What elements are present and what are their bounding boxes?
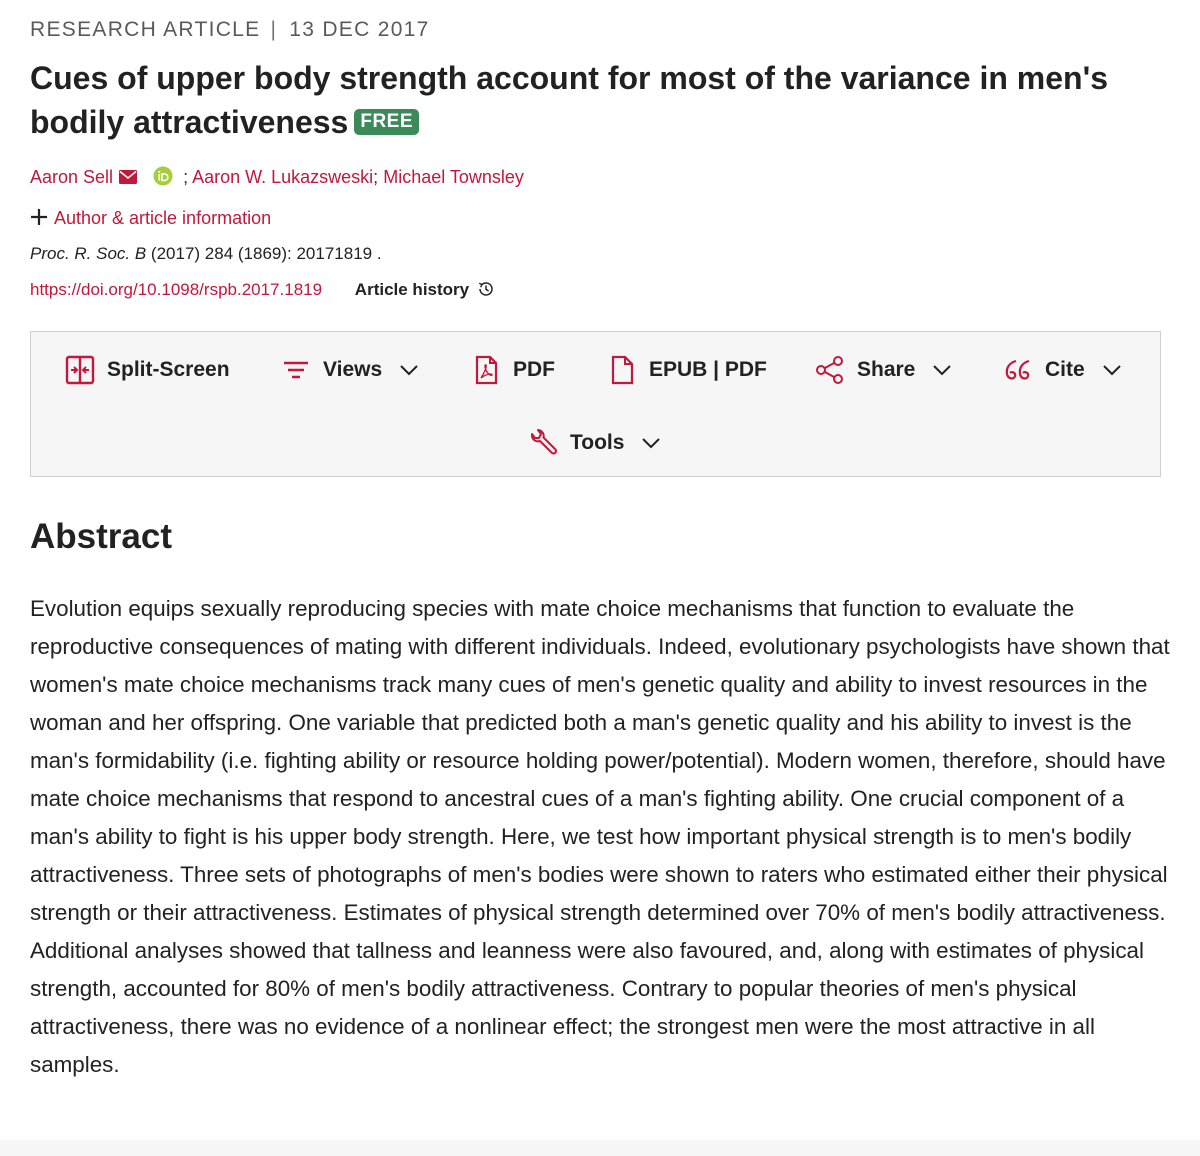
- article-toolbar: [30, 331, 1161, 477]
- pdf-button[interactable]: [471, 350, 555, 390]
- chevron-down-icon: [1103, 364, 1121, 376]
- citation-details: (2017) 284 (1869): 20171819 .: [146, 244, 382, 263]
- document-icon: [607, 355, 637, 385]
- chevron-down-icon: [933, 364, 951, 376]
- article-history-label: Article history: [354, 280, 470, 299]
- author-separator: ;: [183, 167, 189, 187]
- author-separator: ;: [373, 167, 379, 187]
- wrench-icon: [528, 428, 558, 458]
- article-type: RESEARCH ARTICLE: [30, 18, 261, 41]
- tools-label: Tools: [570, 431, 625, 454]
- split-screen-button[interactable]: [65, 350, 230, 390]
- chevron-down-icon: [400, 364, 418, 376]
- epub-pdf-button[interactable]: [607, 350, 767, 390]
- cite-dropdown[interactable]: [1003, 350, 1121, 390]
- split-screen-label: Split-Screen: [107, 358, 230, 381]
- orcid-icon[interactable]: [153, 166, 173, 186]
- author-list: [30, 166, 524, 188]
- article-kicker: [30, 18, 430, 42]
- views-label: Views: [323, 358, 383, 381]
- plus-icon: [30, 208, 48, 226]
- quote-icon: [1003, 355, 1033, 385]
- tools-dropdown[interactable]: [528, 423, 660, 463]
- share-label: Share: [857, 358, 916, 381]
- doi-link[interactable]: https://doi.org/10.1098/rspb.2017.1819: [30, 280, 323, 299]
- journal-name: Proc. R. Soc. B: [30, 244, 147, 263]
- views-dropdown[interactable]: [281, 350, 418, 390]
- author-link-lukazsweski[interactable]: Aaron W. Lukazsweski: [192, 167, 374, 187]
- author-info-toggle[interactable]: [30, 208, 271, 229]
- share-dropdown[interactable]: [815, 350, 951, 390]
- free-badge: FREE: [354, 109, 419, 135]
- split-screen-icon: [65, 355, 95, 385]
- doi-row: [30, 280, 495, 300]
- page-footer-band: [0, 1140, 1200, 1156]
- article-title-text: Cues of upper body strength account for most of the variance in men's bodily attractiveness: [30, 60, 1108, 140]
- citation-line: [30, 244, 382, 264]
- share-icon: [815, 355, 845, 385]
- pdf-label: PDF: [513, 358, 555, 381]
- cite-label: Cite: [1045, 358, 1085, 381]
- epub-pdf-label: EPUB | PDF: [649, 358, 767, 381]
- article-date: 13 DEC 2017: [289, 18, 430, 41]
- pdf-icon: [471, 355, 501, 385]
- article-title: [30, 56, 1180, 144]
- author-info-link[interactable]: Author & article information: [54, 208, 272, 228]
- history-clock-icon: [477, 280, 495, 298]
- article-history-button[interactable]: [355, 280, 495, 299]
- views-icon: [281, 355, 311, 385]
- abstract-text: Evolution equips sexually reproducing species with mate choice mechanisms that function to evaluate the reproductive consequences of mating with different individuals. Indeed, evolutionary psychologists have shown that women's mate choice mechanisms track many cues of men's genetic quality and ability to invest resources in the woman and her offspring. One variable that predicted both a man's genetic quality and his ability to invest is the man's formidability (i.e. fighting ability or resource holding power/potential). Modern women, therefore, should have mate choice mechanisms that respond to ancestral cues of a man's fighting ability. One crucial component of a man's ability to fight is his upper body strength. Here, we test how important physical strength is to men's bodily attractiveness. Three sets of photographs of men's bodies were shown to raters who estimated either their physical strength or their attractiveness. Estimates of physical strength determined over 70% of men's bodily attractiveness. Additional analyses showed that tallness and leanness were also favoured, and, along with estimates of physical strength, accounted for 80% of men's bodily attractiveness. Contrary to popular theories of men's physical attractiveness, there was no evidence of a nonlinear effect; the strongest men were the most attractive in all samples.: [30, 596, 1170, 1077]
- chevron-down-icon: [642, 437, 660, 449]
- author-link-sell[interactable]: Aaron Sell: [30, 167, 114, 187]
- abstract-heading: Abstract: [30, 517, 172, 556]
- author-link-townsley[interactable]: Michael Townsley: [383, 167, 524, 187]
- kicker-separator: |: [270, 18, 278, 41]
- mail-icon[interactable]: [119, 170, 137, 184]
